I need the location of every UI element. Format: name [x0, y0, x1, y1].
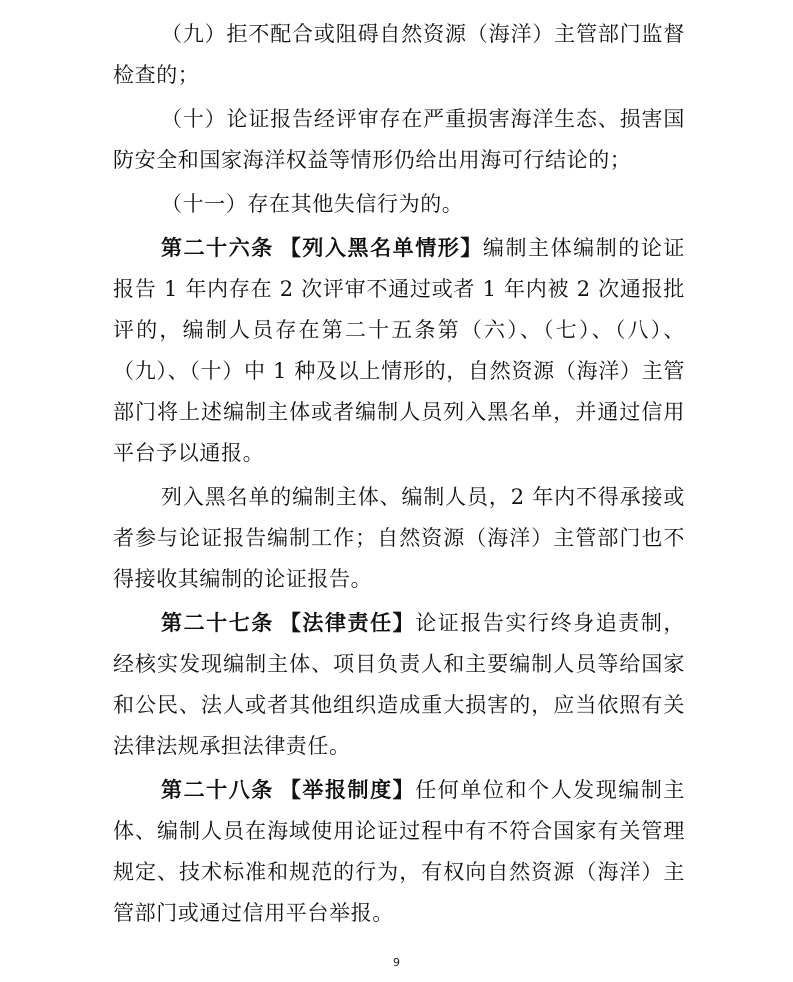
article-26-paragraph-2-text: 列入黑名单的编制主体、编制人员，2 年内不得承接或者参与论证报告编制工作；自然资源（海洋）主管部门也不得接收其编制的论证报告。 [113, 485, 685, 591]
article-26 [113, 228, 685, 474]
article-28-title: 【举报制度】 [279, 778, 416, 802]
article-27 [113, 603, 685, 767]
clause-9-text: （九）拒不配合或阻碍自然资源（海洋）主管部门监督检查的； [113, 22, 685, 87]
article-26-text: 编制主体编制的论证报告 1 年内存在 2 次评审不通过或者 1 年内被 2 次通报批评的，编制人员存在第二十五条第（六）、（七）、（八）、（九）、（十）中 1 种及以上情形的，自然资源（海洋）主管部门将上述编制主体或者编制人员列入黑名单，并通过信用平台予以通报。 [113, 236, 686, 465]
article-27-title: 【法律责任】 [279, 611, 416, 635]
article-28-text: 任何单位和个人发现编制主体、编制人员在海域使用论证过程中有不符合国家有关管理规定、技术标准和规范的行为，有权向自然资源（海洋）主管部门或通过信用平台举报。 [113, 778, 686, 925]
article-27-text: 论证报告实行终身追责制，经核实发现编制主体、项目负责人和主要编制人员等给国家和公民、法人或者其他组织造成重大损害的，应当依照有关法律法规承担法律责任。 [113, 611, 686, 758]
page-number: 9 [393, 956, 400, 969]
clause-9 [113, 14, 685, 96]
article-26-paragraph-2 [113, 477, 685, 600]
clause-11 [113, 184, 685, 225]
clause-10 [113, 99, 685, 181]
article-27-number: 第二十七条 [161, 611, 274, 635]
article-28-number: 第二十八条 [161, 778, 274, 802]
article-26-number: 第二十六条 [161, 236, 274, 260]
body-text [113, 14, 685, 934]
clause-10-text: （十）论证报告经评审存在严重损害海洋生态、损害国防安全和国家海洋权益等情形仍给出用海可行结论的； [113, 107, 685, 172]
clause-11-text: （十一）存在其他失信行为的。 [161, 192, 464, 216]
article-28 [113, 770, 685, 934]
article-26-title: 【列入黑名单情形】 [279, 236, 483, 260]
